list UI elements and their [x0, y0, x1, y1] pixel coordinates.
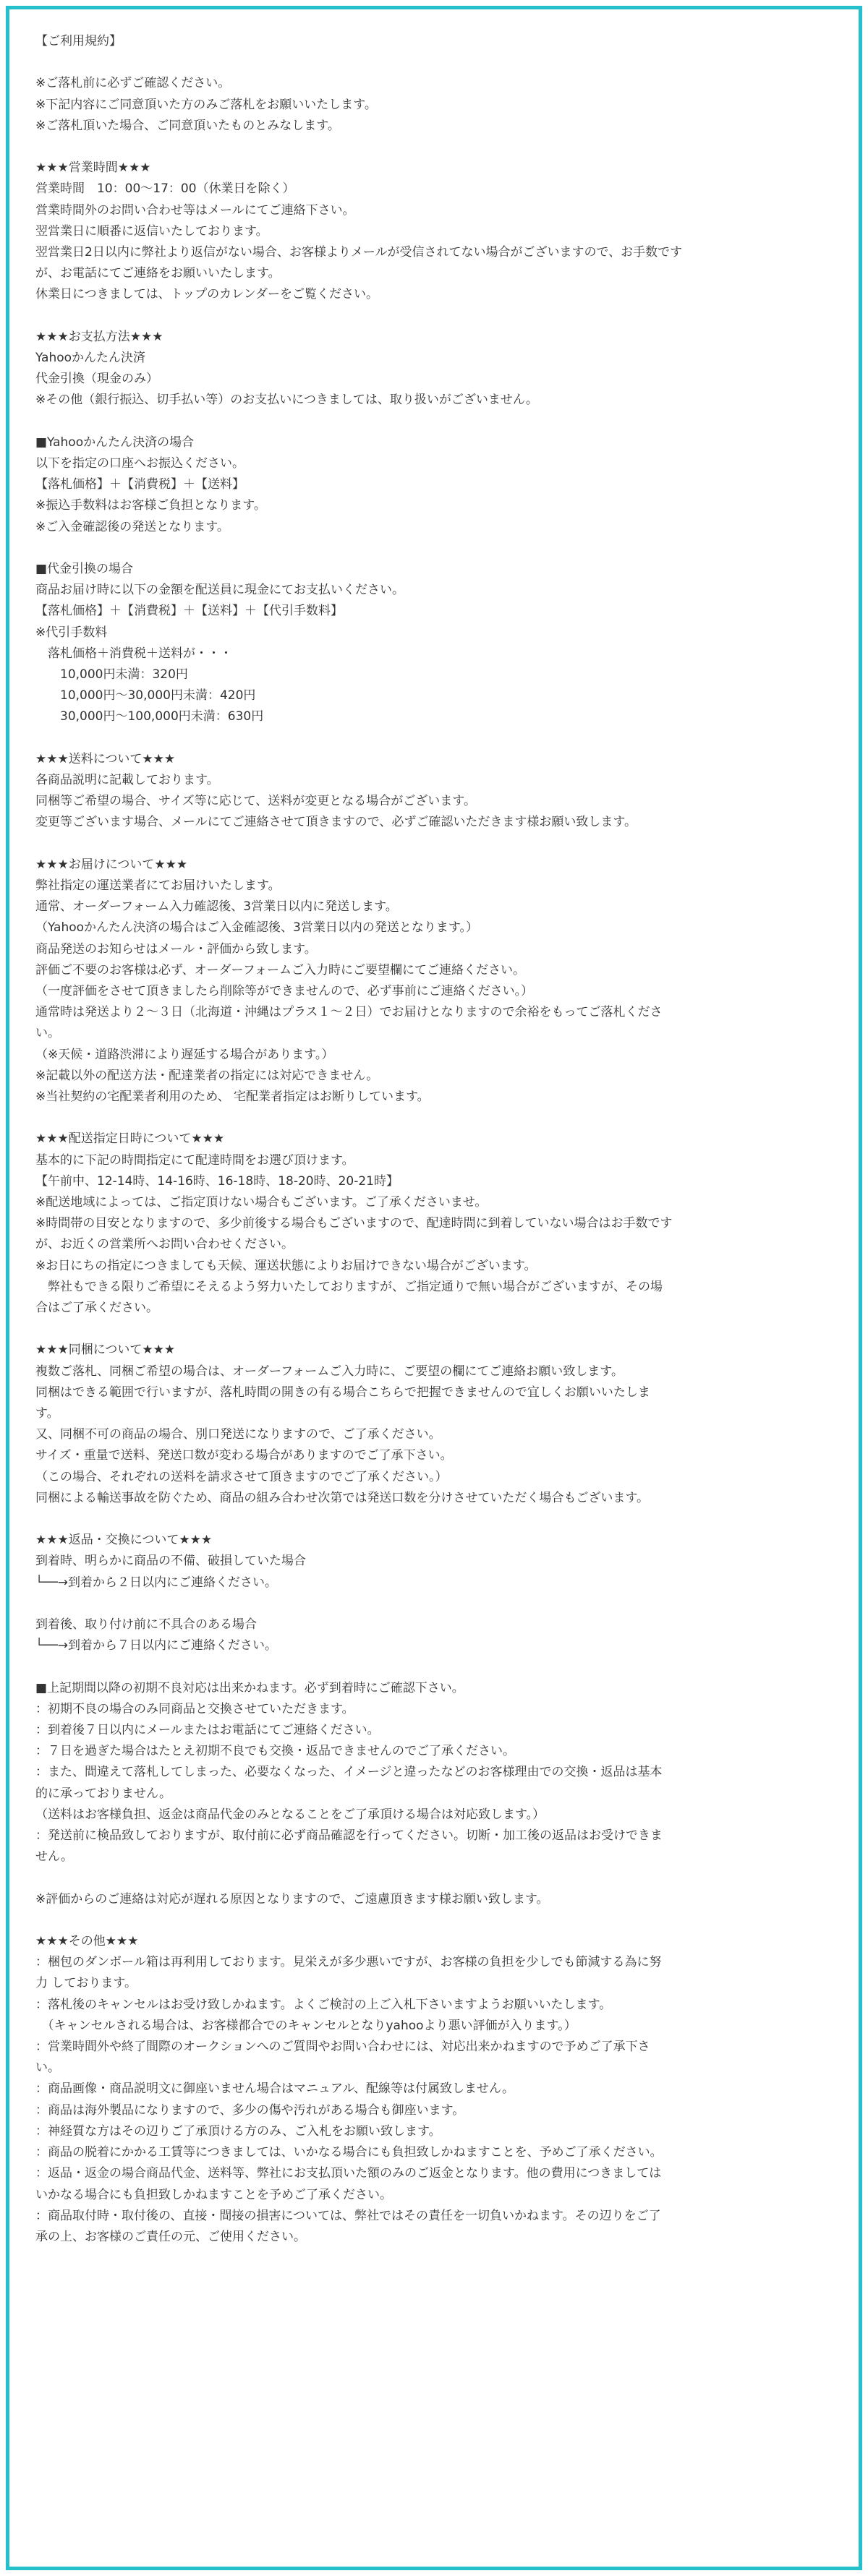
terms-line: └──→到着から２日以内にご連絡ください。 — [35, 1575, 277, 1590]
terms-line: 的に承っておりません。 — [35, 1786, 172, 1801]
terms-line: ：到着後７日以内にメールまたはお電話にてご連絡ください。 — [35, 1723, 380, 1738]
terms-line: ：商品画像・商品説明文に御座いません場合はマニュアル、配線等は付属致しません。 — [35, 2081, 514, 2097]
terms-line: 【午前中、12-14時、14-16時、16-18時、18-20時、20-21時】 — [35, 1173, 399, 1189]
terms-line: 商品お届け時に以下の金額を配送員に現金にてお支払いください。 — [35, 583, 404, 598]
terms-line: 変更等ございます場合、メールにてご連絡させて頂きますので、必ずご確認いただきます様お願い致します。 — [35, 815, 637, 830]
terms-line: └──→到着から７日以内にご連絡ください。 — [35, 1638, 277, 1653]
blank-line — [35, 306, 843, 327]
terms-line: 営業時間 10：00～17：00（休業日を除く） — [35, 181, 295, 197]
terms-line: 【落札価格】＋【消費税】＋【送料】 — [35, 477, 244, 492]
terms-line: （Yahooかんたん決済の場合はご入金確認後、3営業日以内の発送となります。） — [35, 920, 478, 936]
terms-line: ★★★営業時間★★★ — [35, 161, 151, 176]
terms-line: ※その他（銀行振込、切手払い等）のお支払いにつきましては、取り扱いがございません。 — [35, 393, 538, 408]
blank-line — [35, 1509, 843, 1530]
terms-line: 通常、オーダーフォーム入力確認後、3営業日以内に発送します。 — [35, 899, 398, 915]
terms-line: 通常時は発送より２～３日（北海道・沖縄はプラス１～２日）でお届けとなりますので余裕をもってご落札くださ — [35, 1005, 663, 1020]
terms-line: Yahooかんたん決済 — [35, 351, 146, 365]
terms-line: 合はご了承ください。 — [35, 1301, 158, 1316]
terms-line: ：営業時間外や終了間際のオークションへのご質問やお問い合わせには、対応出来かねますので予めご了承下さ — [35, 2040, 650, 2055]
blank-line — [35, 137, 843, 158]
terms-line: ※ご落札前に必ずご確認ください。 — [35, 76, 231, 91]
terms-line: ※ご入金確認後の発送となります。 — [35, 519, 229, 534]
terms-line: 10,000円～30,000円未満：420円 — [35, 688, 256, 703]
terms-line: 商品発送のお知らせはメール・評価から致します。 — [35, 941, 317, 957]
terms-line: ：７日を過ぎた場合はたとえ初期不良でも交換・返品できませんのでご了承ください。 — [35, 1744, 515, 1759]
terms-line: 又、同梱不可の商品の場合、別口発送になりますので、ご了承ください。 — [35, 1427, 441, 1442]
blank-line — [35, 1108, 843, 1129]
terms-line: ■代金引換の場合 — [35, 562, 134, 576]
terms-line: 翌営業日に順番に返信いたしております。 — [35, 223, 268, 239]
terms-line: 同梱による輸送事故を防ぐため、商品の組み合わせ次第では発送口数を分けさせていただく場合もございます。 — [35, 1490, 649, 1505]
terms-line: ★★★配送指定日時について★★★ — [35, 1131, 225, 1147]
terms-line: 力 しております。 — [35, 1976, 137, 1991]
terms-line: いかなる場合にも負担致しかねますことを予めご了承ください。 — [35, 2187, 392, 2202]
terms-line: ※代引手数料 — [35, 625, 108, 640]
blank-line — [35, 834, 843, 855]
terms-line: 【ご利用規約】 — [35, 34, 122, 48]
terms-line: 到着後、取り付け前に不具合のある場合 — [35, 1617, 257, 1633]
terms-line: 複数ご落札、同梱ご希望の場合は、オーダーフォームご入力時に、ご要望の欄にてご連絡お願い致します。 — [35, 1364, 624, 1379]
terms-line: ：また、間違えて落札してしまった、必要なくなった、イメージと違ったなどのお客様理由での交換・返品は基本 — [35, 1765, 663, 1780]
terms-line: 弊社もできる限りご希望にそえるよう努力いたしておりますが、ご指定通りで無い場合がございますが、その場 — [35, 1279, 663, 1294]
terms-line: 承の上、お客様のご責任の元、ご使用ください。 — [35, 2229, 306, 2244]
terms-line: 基本的に下記の時間指定にて配達時間をお選び頂けます。 — [35, 1152, 354, 1168]
terms-line: ※記載以外の配送方法・配達業者の指定には対応できません。 — [35, 1068, 379, 1083]
terms-line: ：落札後のキャンセルはお受け致しかねます。よくご検討の上ご入札下さいますようお願いいたします。 — [35, 1997, 612, 2012]
terms-line: 10,000円未満：320円 — [35, 667, 188, 682]
terms-line: ※当社契約の宅配業者利用のため、 宅配業者指定はお断りしています。 — [35, 1090, 430, 1105]
terms-line: ★★★送料について★★★ — [35, 751, 176, 766]
terms-line: 【落札価格】＋【消費税】＋【送料】＋【代引手数料】 — [35, 604, 343, 619]
terms-line: ※お日にちの指定につきましても天候、運送状態によりお届けできない場合がございます。 — [35, 1258, 537, 1273]
terms-line: い。 — [35, 2061, 60, 2076]
terms-line: サイズ・重量で送料、発送口数が変わる場合がありますのでご了承下さい。 — [35, 1448, 453, 1463]
terms-line: ■上記期間以降の初期不良対応は出来かねます。必ず到着時にご確認下さい。 — [35, 1680, 464, 1695]
blank-line — [35, 52, 843, 73]
terms-line: 弊社指定の運送業者にてお届けいたします。 — [35, 878, 281, 894]
terms-line: が、お電話にてご連絡をお願いいたします。 — [35, 266, 281, 281]
terms-line: ※下記内容にご同意頂いた方のみご落札をお願いいたします。 — [35, 97, 377, 112]
terms-line: ：発送前に検品致しておりますが、取付前に必ず商品確認を行ってください。切断・加工後の返品はお受けできま — [35, 1828, 663, 1844]
terms-line: ：梱包のダンボール箱は再利用しております。見栄えが多少悪いですが、お客様の負担を少しでも節減する為に努 — [35, 1955, 662, 1970]
terms-line: （この場合、それぞれの送料を請求させて頂きますのでご了承ください。） — [35, 1469, 448, 1484]
terms-line: が、お近くの営業所へお問い合わせください。 — [35, 1237, 294, 1252]
terms-line: 到着時、明らかに商品の不備、破損していた場合 — [35, 1554, 306, 1569]
terms-line: ■Yahooかんたん決済の場合 — [35, 435, 195, 450]
terms-line: 落札価格＋消費税＋送料が・・・ — [35, 646, 232, 661]
terms-line: （キャンセルされる場合は、お客様都合でのキャンセルとなりyahooより悪い評価が入ります。） — [35, 2018, 576, 2033]
terms-line: す。 — [35, 1406, 59, 1421]
terms-line: 同梱等ご希望の場合、サイズ等に応じて、送料が変更となる場合がございます。 — [35, 794, 476, 809]
terms-frame — [6, 6, 862, 2570]
terms-line: （※天候・道路渋滞により遅延する場合があります。） — [35, 1047, 334, 1062]
terms-line: 以下を指定の口座へお振込ください。 — [35, 456, 244, 471]
terms-line: せん。 — [35, 1849, 74, 1865]
terms-line: ：返品・返金の場合商品代金、送料等、弊社にお支払頂いた額のみのご返金となります。他の費用につきましては — [35, 2166, 662, 2181]
terms-line: い。 — [35, 1026, 60, 1041]
terms-line: 各商品説明に記載しております。 — [35, 773, 219, 788]
terms-content — [35, 31, 843, 2248]
blank-line — [35, 1319, 843, 1340]
terms-line: ※評価からのご連絡は対応が遅れる原因となりますので、ご遠慮頂きます様お願い致します。 — [35, 1891, 549, 1907]
blank-line — [35, 728, 843, 749]
terms-line: ★★★お支払方法★★★ — [35, 329, 163, 344]
terms-line: （送料はお客様負担、返金は商品代金のみとなることをご了承頂ける場合は対応致します。） — [35, 1807, 545, 1822]
blank-line — [35, 1910, 843, 1931]
terms-line: 休業日につきましては、トップのカレンダーをご覧ください。 — [35, 287, 379, 302]
terms-line: ※振込手数料はお客様ご負担となります。 — [35, 498, 266, 513]
terms-line: ：商品は海外製品になりますので、多少の傷や汚れがある場合も御座います。 — [35, 2102, 465, 2118]
terms-line: 30,000円～100,000円未満：630円 — [35, 709, 264, 724]
blank-line — [35, 1867, 843, 1888]
terms-line: 翌営業日2日以内に弊社より返信がない場合、お客様よりメールが受信されてない場合がございますので、お手数です — [35, 245, 683, 260]
terms-line: ★★★同梱について★★★ — [35, 1343, 176, 1358]
terms-line: ★★★その他★★★ — [35, 1934, 139, 1949]
terms-line: （一度評価をさせて頂きましたら削除等ができませんので、必ず事前にご連絡ください。） — [35, 984, 534, 999]
terms-line: 営業時間外のお問い合わせ等はメールにてご連絡下さい。 — [35, 202, 355, 218]
blank-line — [35, 1656, 843, 1677]
terms-line: ※配送地域によっては、ご指定頂けない場合もございます。ご了承くださいませ。 — [35, 1195, 488, 1210]
terms-line: ：商品の脱着にかかる工賃等につきましては、いかなる場合にも負担致しかねますことを、予めご了承ください。 — [35, 2145, 663, 2160]
terms-line: ※ご落札頂いた場合、ご同意頂いたものとみなします。 — [35, 118, 340, 133]
blank-line — [35, 1593, 843, 1614]
terms-line: 同梱はできる範囲で行いますが、落札時間の開きの有る場合こちらで把握できませんので宜しくお願いいたしま — [35, 1385, 650, 1400]
terms-line: ★★★お届けについて★★★ — [35, 857, 188, 872]
blank-line — [35, 411, 843, 432]
terms-line: ★★★返品・交換について★★★ — [35, 1533, 213, 1548]
terms-line: ：初期不良の場合のみ同商品と交換させていただきます。 — [35, 1701, 354, 1716]
blank-line — [35, 538, 843, 559]
terms-line: ：神経質な方はその辺りご了承頂ける方のみ、ご入札をお願い致します。 — [35, 2123, 441, 2139]
terms-line: ：商品取付時・取付後の、直接・間接の損害については、弊社ではその責任を一切負いかねます。その辺りをご了 — [35, 2208, 661, 2223]
terms-line: ※時間帯の目安となりますので、多少前後する場合もございますので、配達時間に到着していない場合はお手数です — [35, 1216, 673, 1231]
terms-line: 代金引換（現金のみ） — [35, 372, 158, 387]
terms-line: 評価ご不要のお客様は必ず、オーダーフォームご入力時にご要望欄にてご連絡ください。 — [35, 962, 525, 977]
